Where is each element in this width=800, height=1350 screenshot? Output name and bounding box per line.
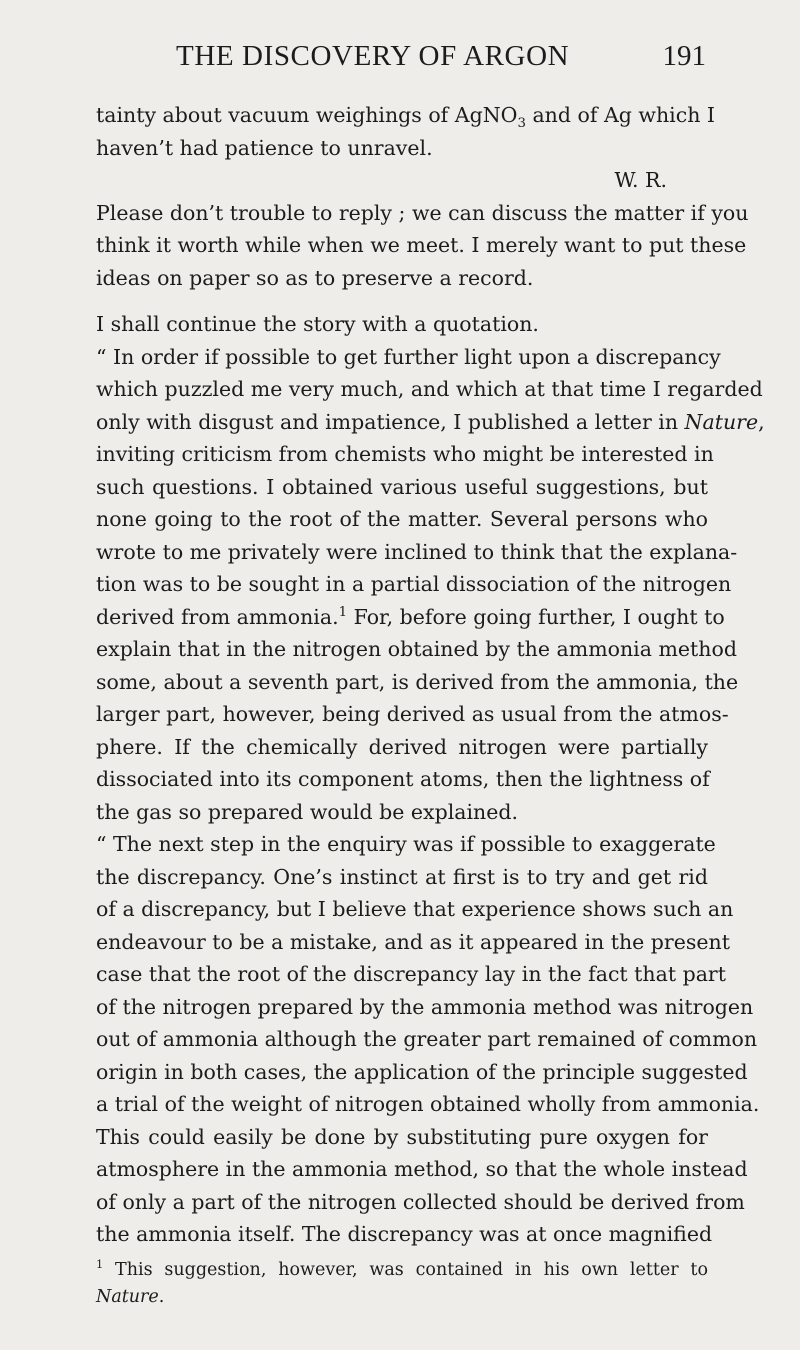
text-line: wrote to me privately were inclined to think that the explana- xyxy=(96,539,738,564)
paragraph-gap xyxy=(96,294,708,308)
text-line: atmosphere in the ammonia method, so that the whole instead xyxy=(96,1157,748,1181)
text-line: none going to the root of the matter. Several persons who xyxy=(96,507,708,531)
text-line: Please don’t trouble to reply ; we can discuss the matter if you xyxy=(96,200,749,225)
text-line: of only a part of the nitrogen collected should be derived from xyxy=(96,1189,745,1214)
text-line: This could easily be done by substituting pure oxygen for xyxy=(96,1124,708,1149)
footnote xyxy=(96,1257,708,1311)
text-line: I shall continue the story with a quotation. xyxy=(96,312,539,336)
text-line: “ In order if possible to get further light upon a discrepancy xyxy=(96,344,721,369)
text-line: explain that in the nitrogen obtained by the ammonia method xyxy=(96,637,737,661)
text-line: inviting criticism from chemists who might be interested in xyxy=(96,442,714,466)
text-line: the gas so prepared would be explained. xyxy=(96,799,519,824)
text-line: derived from ammonia.$^1$ For, before going further, I ought to xyxy=(96,604,725,629)
text-line: dissociated into its component atoms, then the lightness of xyxy=(96,767,710,791)
letter-signature: W. R. xyxy=(614,168,667,192)
text-line: “ The next step in the enquiry was if possible to exaggerate xyxy=(96,832,716,856)
text-line: such questions. I obtained various useful suggestions, but xyxy=(96,474,708,499)
text-line: origin in both cases, the application of the principle suggested xyxy=(96,1059,748,1084)
running-header xyxy=(0,40,800,80)
text-line: larger part, however, being derived as usual from the atmos- xyxy=(96,702,729,726)
text-line: the discrepancy. One’s instinct at first is to try and get rid xyxy=(96,864,708,889)
text-line: the ammonia itself. The discrepancy was at once magnified xyxy=(96,1222,713,1246)
text-line: phere. If the chemically derived nitrogen were partially xyxy=(96,734,708,759)
text-line: which puzzled me very much, and which at that time I regarded xyxy=(96,377,763,401)
text-line: haven’t had patience to unravel. xyxy=(96,135,433,160)
text-line: ideas on paper so as to preserve a record. xyxy=(96,265,534,290)
body-text xyxy=(96,99,765,1251)
running-title: THE DISCOVERY OF ARGON xyxy=(176,40,570,72)
text-line: out of ammonia although the greater part remained of common xyxy=(96,1027,758,1051)
text-line: a trial of the weight of nitrogen obtained wholly from ammonia. xyxy=(96,1092,760,1116)
text-line: case that the root of the discrepancy lay in the fact that part xyxy=(96,962,726,986)
text-line: only with disgust and impatience, I published a letter in Nature, xyxy=(96,409,765,434)
footnote-line: Nature. xyxy=(96,1287,165,1307)
text-line: tainty about vacuum weighings of AgNO$_3$ and of Ag which I xyxy=(96,103,716,132)
text-line: of the nitrogen prepared by the ammonia method was nitrogen xyxy=(96,994,754,1019)
text-line: tion was to be sought in a partial dissociation of the nitrogen xyxy=(96,572,732,596)
page-number: 191 xyxy=(662,40,706,72)
text-line: think it worth while when we meet. I merely want to put these xyxy=(96,233,747,257)
text-line: endeavour to be a mistake, and as it appeared in the present xyxy=(96,929,730,954)
footnote-line: $^1$ This suggestion, however, was contained in his own letter to xyxy=(96,1257,708,1280)
text-line: of a discrepancy, but I believe that experience shows such an xyxy=(96,897,734,921)
text-line: some, about a seventh part, is derived from the ammonia, the xyxy=(96,669,739,694)
